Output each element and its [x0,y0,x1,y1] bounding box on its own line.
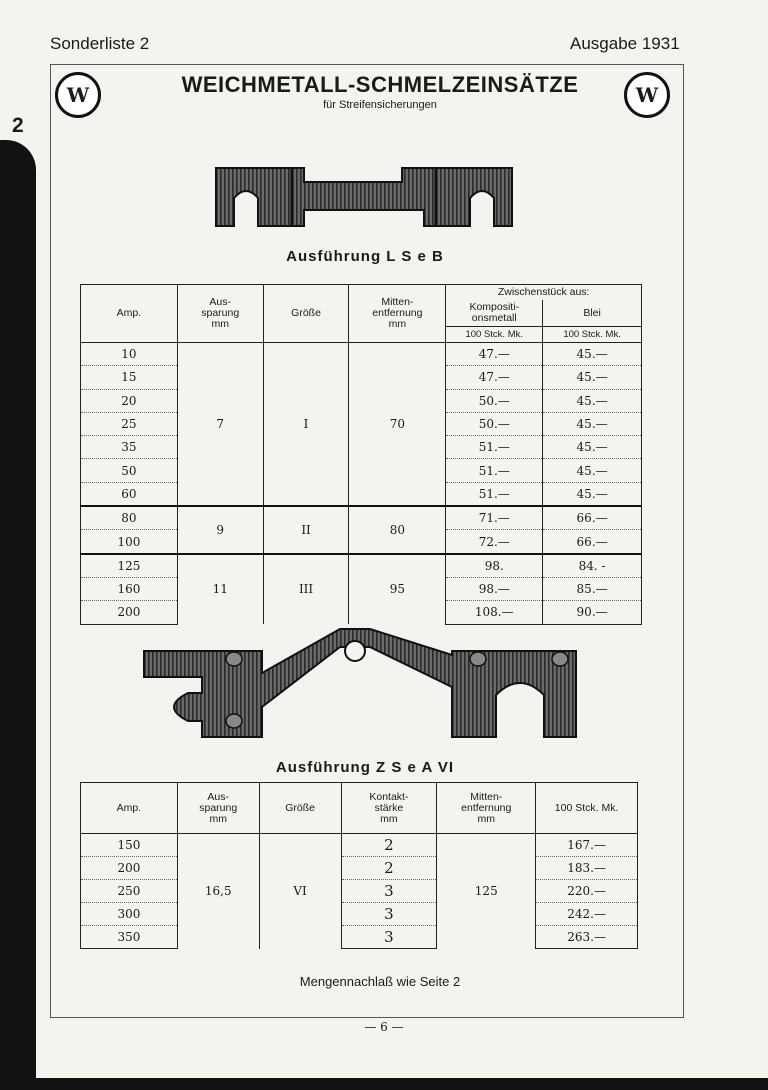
table-row: 35 51.— 45.— [81,436,642,459]
table-row: 125 11 III 95 98. 84. - [81,554,642,578]
header-mitten: Mitten- entfernung mm [349,285,446,343]
side-number: 2 [12,114,24,137]
fuse-lseb-illustration [212,160,517,232]
table-row: 350 3 263.— [81,926,638,949]
company-logo-right: W [624,72,670,118]
header-zwischen: Zwischenstück aus: [446,285,642,301]
price-table-lseb [80,284,642,625]
table-row: 10 7 I 70 47.— 45.— [81,343,642,366]
table-row: 300 3 242.— [81,903,638,926]
table-row: 250 3 220.— [81,880,638,903]
header-mitten: Mitten- entfernung mm [437,783,536,834]
aussparung-cell: 7 [177,343,263,507]
header-groesse: Größe [259,783,341,834]
mitten-cell: 125 [437,834,536,949]
header-stck-blei: 100 Stck. Mk. [543,327,642,343]
header-groesse: Größe [263,285,349,343]
mitten-cell: 70 [349,343,446,507]
table-row: 15 47.— 45.— [81,366,642,389]
header-blei: Blei [543,300,642,327]
table-row: 200 2 183.— [81,857,638,880]
page-number: — 6 — [364,1020,404,1034]
price-table-zsea [80,782,638,949]
aussparung-cell: 9 [177,506,263,554]
mitten-cell: 95 [349,554,446,624]
aussparung-cell: 16,5 [177,834,259,949]
scan-bottom-edge [0,1078,768,1090]
page-subtitle: für Streifensicherungen [323,99,437,111]
table-row: 20 50.— 45.— [81,389,642,412]
table-row: 25 50.— 45.— [81,412,642,435]
table-row: 50 51.— 45.— [81,459,642,482]
header-aussparung: Aus- sparung mm [177,783,259,834]
table-row: 160 98.— 85.— [81,577,642,600]
header-stck-komp: 100 Stck. Mk. [446,327,543,343]
header-kontakt: Kontakt- stärke mm [341,783,437,834]
page-title: WEICHMETALL-SCHMELZEINSÄTZE [181,72,579,97]
header-amp: Amp. [81,285,178,343]
table-row: 150 16,5 VI 2 125 167.— [81,834,638,857]
table-row: 100 72.— 66.— [81,530,642,554]
groesse-cell: II [263,506,349,554]
mitten-cell: 80 [349,506,446,554]
groesse-cell: VI [259,834,341,949]
table-row: 200 108.— 90.— [81,601,642,624]
groesse-cell: I [263,343,349,507]
caption-lseb: Ausführung L S e B [286,248,444,265]
footnote: Mengennachlaß wie Seite 2 [299,974,461,989]
fuse-zsea-illustration [140,625,580,745]
caption-zsea: Ausführung Z S e A VI [275,759,455,776]
table-row: 60 51.— 45.— [81,482,642,506]
edition-label: Ausgabe 1931 [570,34,680,53]
header-amp: Amp. [81,783,178,834]
table-row: 80 9 II 80 71.— 66.— [81,506,642,530]
aussparung-cell: 11 [177,554,263,624]
list-label: Sonderliste 2 [50,34,150,53]
header-kompositions: Kompositi- onsmetall [446,300,543,327]
header-stck: 100 Stck. Mk. [536,783,638,834]
header-aussparung: Aus- sparung mm [177,285,263,343]
company-logo-left: W [55,72,101,118]
binder-edge [0,140,36,1090]
groesse-cell: III [263,554,349,624]
